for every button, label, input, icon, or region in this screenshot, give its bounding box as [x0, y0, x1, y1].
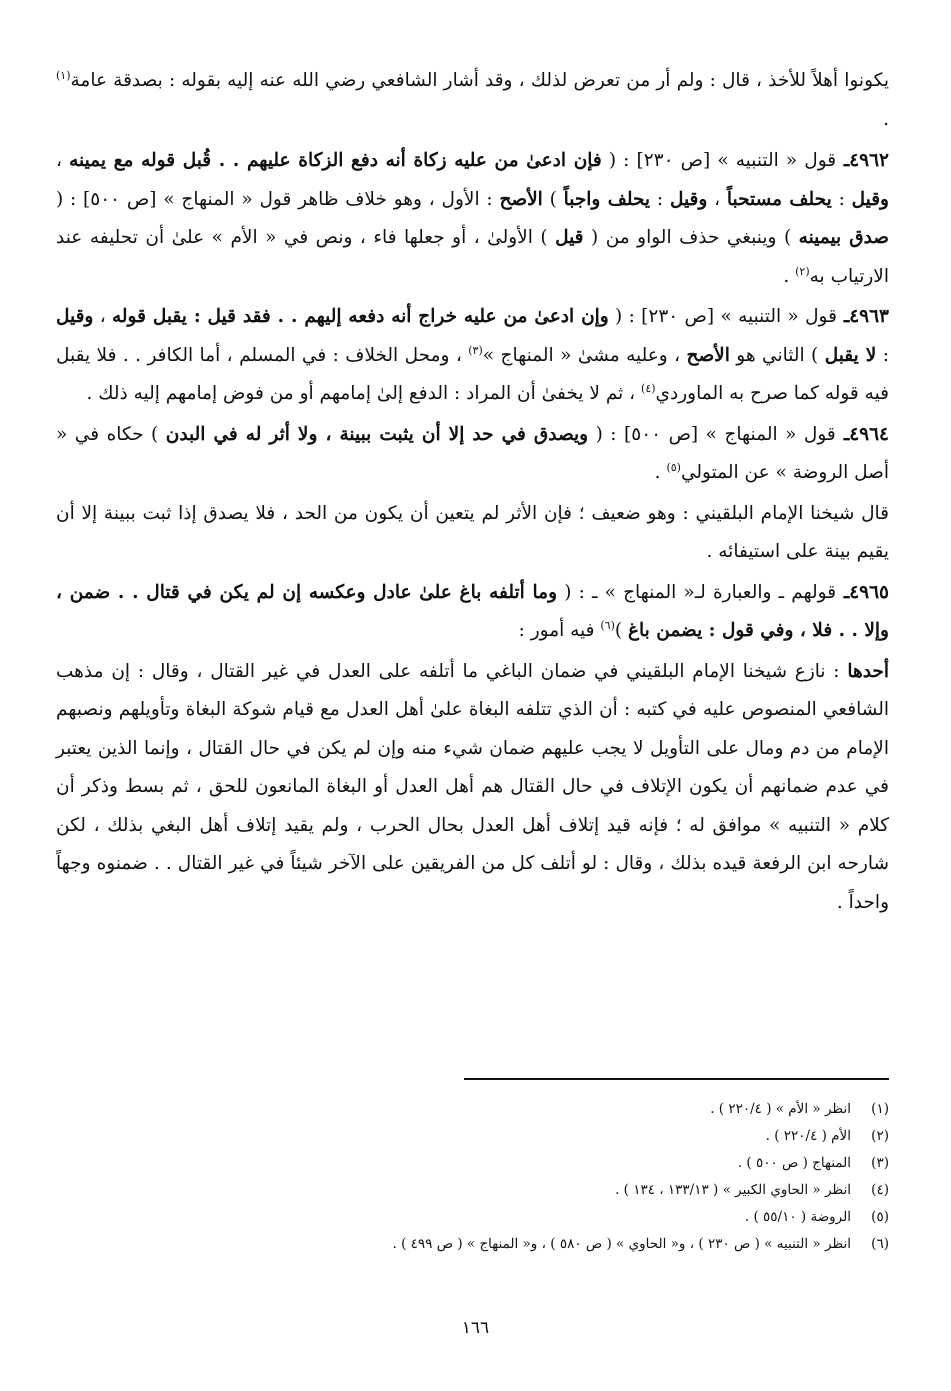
footnote-ref: (٣) [468, 343, 483, 357]
bold-text: ٤٩٦٥ـ [836, 581, 889, 603]
text-run: ، [93, 306, 112, 327]
text-run: . [883, 108, 889, 130]
text-run: : [831, 188, 852, 210]
paragraph [56, 416, 889, 493]
footnote-number: (٦) [871, 1236, 889, 1252]
bold-text: يحلف واجباً [563, 188, 651, 210]
bold-text: صدق بيمينه [798, 227, 890, 248]
bold-text: أحدها [847, 660, 889, 682]
paragraph [56, 495, 889, 572]
main-text [56, 62, 889, 924]
paragraph [56, 653, 889, 923]
footnote-separator [464, 1078, 889, 1080]
footnote-number: (٥) [871, 1209, 889, 1225]
footnote-text: الروضة ( ٥٥/١٠ ) . [744, 1209, 851, 1225]
text-run: قول « التنبيه » [ص ٢٣٠] : ( [601, 150, 837, 171]
bold-text: وقيل [56, 306, 94, 327]
text-run: : نازع شيخنا الإمام البلقيني في ضمان الباغي ما أتلفه على العدل في غير القتال ، وقال : إن مذهب الشافعي المنصوص عليه في كتبه : أن الذي تتلفه البغاة علىٰ أهل العدل مع قيام شوكة البغاة وتأويلهم ونصبهم الإمام من دم ومال على التأويل لا يجب عليهم ضمان شيء منه وإن لم يكن في حال القتال ، وإنما الذين يعتبر في عدم ضمانهم أن يكون الإتلاف في حال القتال هم أهل العدل أو البغاة المانعون للحق ، ثم بسط وذكر أن كلام « التنبيه » موافق له ؛ فإنه قيد إتلاف أهل العدل بحال الحرب ، ولم يقيد إتلاف أهل البغي بذلك ، لكن شارحه ابن الرفعة قيده بذلك ، وقال : لو أتلف كل من الفريقين على الآخر شيئاً في غير القتال . . ضمنوه وجهاً واحداً . [56, 660, 889, 913]
paragraph [56, 298, 889, 414]
text-run: ، ومحل الخلاف : في المسلم ، أما الكافر . . فلا يقبل فيه قوله كما صرح به الماوردي [56, 344, 889, 404]
bold-text: وما أتلفه باغ علىٰ عادل وعكسه إن لم يكن في قتال . . ضمن ، وإلا . . فلا ، وفي قول : يضمن باغ [56, 581, 889, 641]
footnote [56, 1177, 889, 1204]
bold-text: وإن ادعىٰ من عليه خراج أنه دفعه إليهم . . فقد قيل : يقبل قوله [112, 306, 609, 327]
text-run: ، [707, 188, 727, 210]
text-run: ، وعليه مشىٰ « المنهاج » [482, 344, 687, 366]
footnote [56, 1123, 889, 1150]
footnote-text: انظر « الأم » ( ٢٢٠/٤ ) . [710, 1101, 851, 1117]
footnote [56, 1096, 889, 1123]
footnote-text: انظر « الحاوي الكبير » ( ١٣٣/١٣ ، ١٣٤ ) . [615, 1182, 851, 1198]
footnote-number: (٣) [871, 1155, 889, 1171]
text-run: ، ثم لا يخفىٰ أن المراد : الدفع إلىٰ إمامهم أو من فوض إمامهم إليه ذلك . [86, 383, 642, 404]
text-run: ) [614, 620, 628, 641]
footnote-number: (١) [871, 1101, 889, 1117]
text-run: : [650, 188, 670, 210]
text-run: . [783, 265, 796, 287]
bold-text: وقيل [851, 188, 889, 210]
paragraph [56, 62, 889, 139]
bold-text: ٤٩٦٢ـ [836, 150, 889, 171]
text-run: : [876, 344, 889, 366]
footnote-ref: (٢) [795, 264, 810, 278]
bold-text: الأصح [499, 188, 543, 210]
footnote-ref: (٦) [600, 618, 615, 632]
text-run: يكونوا أهلاً للأخذ ، قال : ولم أر من تعرض لذلك ، وقد أشار الشافعي رضي الله عنه إليه بقوله : بصدقة عامة [70, 70, 889, 91]
paragraph [56, 142, 889, 296]
text-run: : الأول ، وهو خلاف ظاهر قول « المنهاج » [ص ٥٠٠] : ( [56, 188, 500, 210]
text-run: . [654, 462, 667, 483]
text-run: قول « التنبيه » [ص ٢٣٠] : ( [608, 306, 837, 327]
bold-text: ٤٩٦٤ـ [835, 423, 889, 445]
footnote-ref: (٤) [641, 381, 656, 395]
text-run: ، [56, 150, 70, 171]
bold-text: ٤٩٦٣ـ [836, 306, 889, 327]
text-run: ) الثاني هو [729, 344, 825, 366]
text-run: ) حكاه في « أصل الروضة » عن المتولي [56, 423, 889, 483]
bold-text: لا يقبل [824, 344, 877, 366]
footnote [56, 1204, 889, 1231]
text-run: ) [542, 188, 564, 210]
text-run: قول « المنهاج » [ص ٥٠٠] : ( [588, 423, 836, 445]
footnote-text: انظر « التنبيه » ( ص ٢٣٠ ) ، و« الحاوي » ( ص ٥٨٠ ) ، و« المنهاج » ( ص ٤٩٩ ) . [392, 1236, 851, 1252]
footnote [56, 1150, 889, 1177]
footnote-ref: (١) [56, 68, 71, 82]
footnote-text: الأم ( ٢٢٠/٤ ) . [765, 1128, 851, 1144]
bold-text: الأصح [686, 344, 730, 366]
text-run: ) وينبغي حذف الواو من ( [583, 227, 799, 248]
text-run: قال شيخنا الإمام البلقيني : وهو ضعيف ؛ فإن الأثر لم يتعين أن يكون من الحد ، فلا يصدق إذا ثبت ببينة إلا أن يقيم بينة على استيفائه . [56, 502, 889, 562]
paragraph [56, 574, 889, 651]
bold-text: ويصدق في حد إلا أن يثبت ببينة ، ولا أثر له في البدن [165, 423, 589, 445]
footnote-number: (٤) [871, 1182, 889, 1198]
bold-text: يحلف مستحباً [726, 188, 832, 210]
footnote [56, 1231, 889, 1258]
footnote-number: (٢) [871, 1128, 889, 1144]
bold-text: قيل [555, 227, 584, 248]
footnotes [56, 1096, 889, 1258]
footnote-ref: (٥) [666, 460, 681, 474]
bold-text: وقيل [669, 188, 708, 210]
footnote-text: المنهاج ( ص ٥٠٠ ) . [737, 1155, 851, 1171]
page-number: ١٦٦ [461, 1318, 490, 1338]
text-run: قولهم ـ والعبارة لـ« المنهاج » ـ : ( [557, 581, 837, 603]
text-run: ) الأولىٰ ، أو جعلها فاء ، ونص في « الأم » علىٰ أن تحليفه عند الارتياب به [56, 227, 889, 287]
text-run: فيه أمور : [518, 620, 601, 641]
bold-text: فإن ادعىٰ من عليه زكاة أنه دفع الزكاة عليهم . . قُبل قوله مع يمينه [69, 150, 602, 171]
